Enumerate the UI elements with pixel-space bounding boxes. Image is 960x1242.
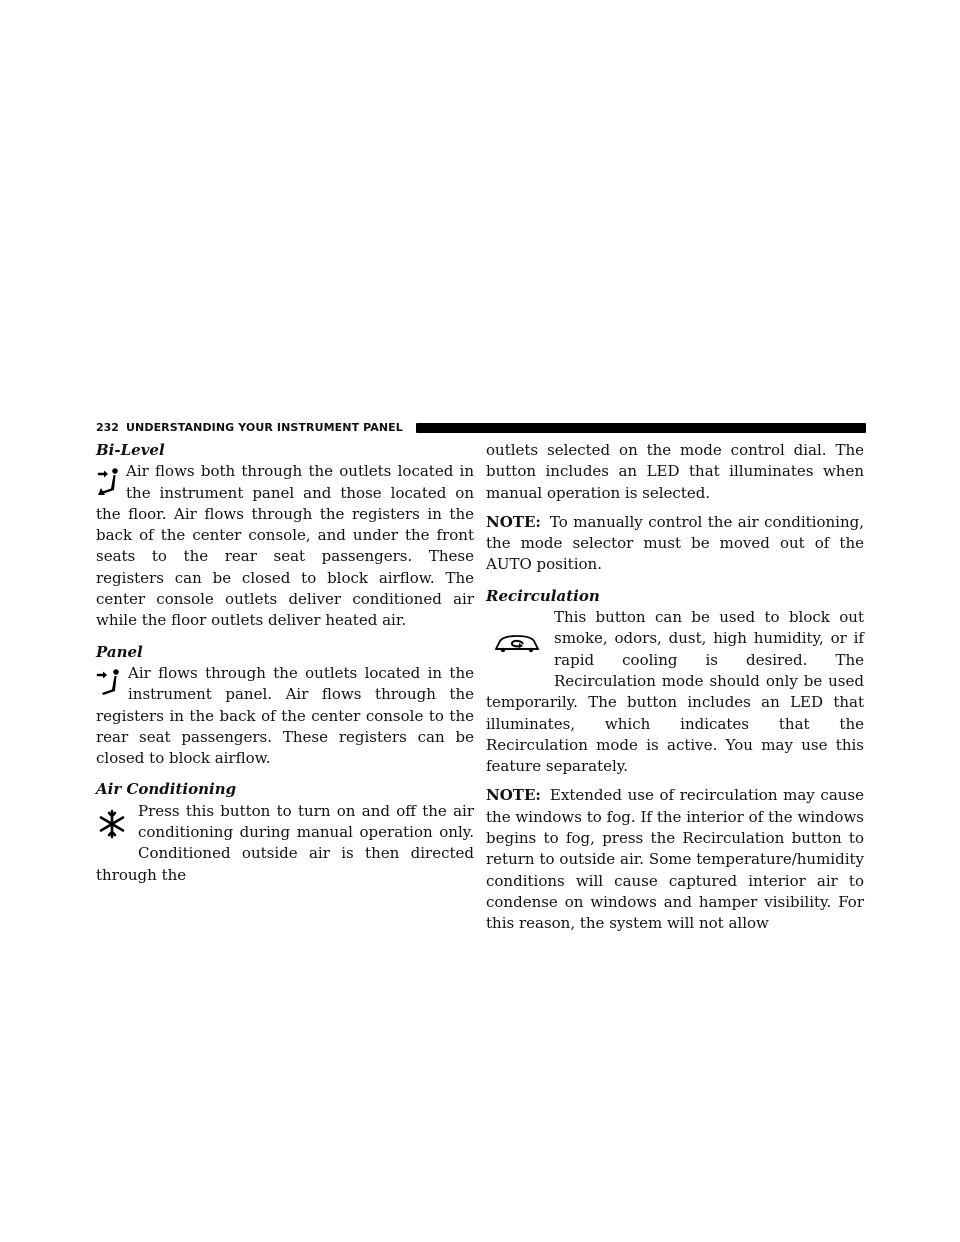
snowflake-icon (96, 807, 128, 843)
note-label: NOTE: (486, 512, 541, 531)
right-column (486, 440, 864, 935)
air-conditioning-section (96, 801, 474, 886)
recirculation-text: This button can be used to block out smoke, odors, dust, high humidity, or if rapid cooling is desired. The Recirculation mode should only be used temporarily. The button includes an LED that illuminates, which indicates that the Recirculation mode is active. You may use this feature separately. (486, 608, 864, 776)
note-label: NOTE: (486, 786, 541, 805)
note-text: Extended use of recirculation may cause the windows to fog. If the interior of the windows begins to fog, press the Recirculation button to return to outside air. Some temperature/humidity conditions will cause captured interior air to condense on windows and hamper visibility. For this reason, the system will not allow (486, 786, 864, 933)
heading-air-conditioning: Air Conditioning (96, 780, 237, 799)
page-number: 232 (96, 421, 119, 434)
bi-level-text: Air flows both through the outlets located in the instrument panel and those located on the floor. Air flows through the registers in the back of the center console, and under the front seats to the rear seat passengers. These registers can be closed to block airflow. The center console outlets deliver conditioned air while the floor outlets deliver heated air. (96, 462, 474, 630)
note-mode-selector (486, 512, 864, 576)
panel-text: Air flows through the outlets located in the instrument panel. Air flows through the registers in the back of the center console to the rear seat passengers. These registers can be closed to block airflow. (96, 663, 474, 768)
heading-bi-level: Bi-Level (96, 441, 165, 459)
heading-recirculation: Recirculation (486, 586, 600, 605)
section-title: UNDERSTANDING YOUR INSTRUMENT PANEL (126, 421, 403, 434)
note-recirculation-fog (486, 785, 864, 934)
heading-panel: Panel (96, 642, 143, 661)
panel-section (96, 663, 474, 769)
page-header (96, 418, 866, 438)
bi-level-section (96, 461, 474, 631)
header-rule (416, 423, 866, 433)
bi-level-airflow-icon (96, 464, 120, 502)
panel-airflow-icon (96, 667, 122, 703)
recirculation-section (486, 607, 864, 777)
recirculation-icon (486, 621, 548, 661)
note-text: To manually control the air conditioning, the mode selector must be moved out of the AUTO position. (486, 512, 864, 574)
left-column (96, 440, 474, 886)
air-conditioning-text: Press this button to turn on and off the air conditioning during manual operation only. Conditioned outside air is then directed through the (96, 801, 474, 884)
continuation-text: outlets selected on the mode control dial. The button includes an LED that illuminates when manual operation is selected. (486, 441, 864, 502)
